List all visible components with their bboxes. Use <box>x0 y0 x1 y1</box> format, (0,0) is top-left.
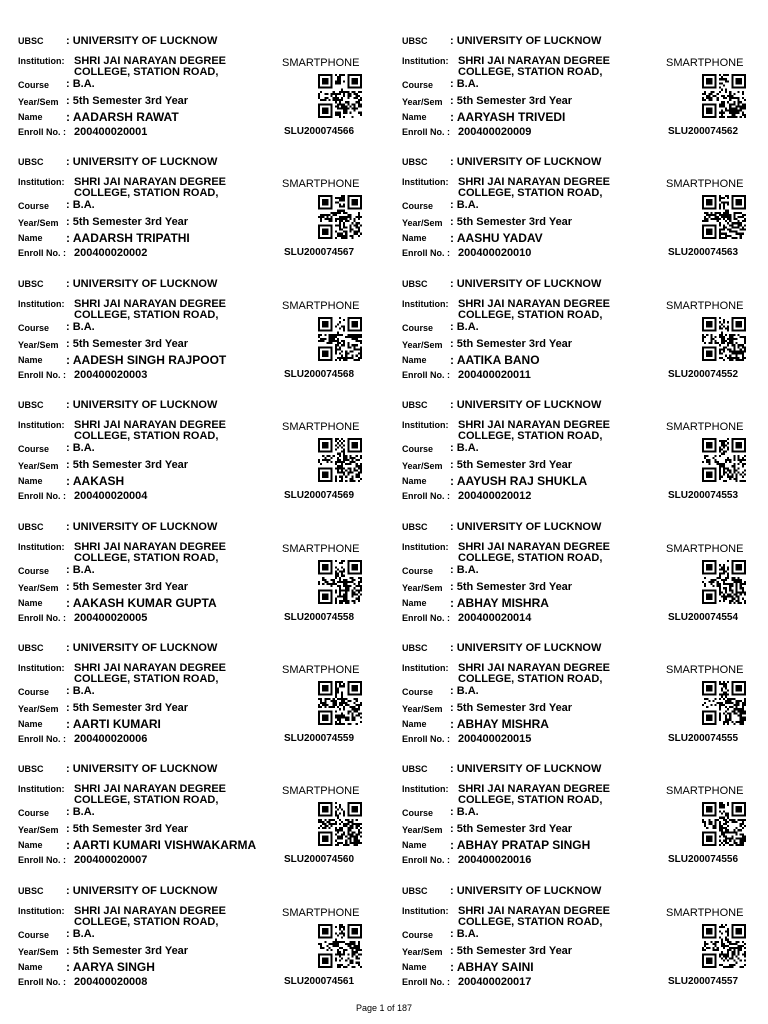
qr-code-icon <box>702 195 746 239</box>
year-sem-value: : 5th Semester 3rd Year <box>450 216 573 228</box>
ubsc-label: UBSC <box>18 522 44 532</box>
institution-label: Institution: <box>402 906 449 916</box>
enroll-label: Enroll No. : <box>18 613 66 623</box>
enroll-number: 200400020011 <box>458 369 531 381</box>
year-sem-value: : 5th Semester 3rd Year <box>66 702 189 714</box>
institution-label: Institution: <box>18 542 65 552</box>
student-name: : AARTI KUMARI VISHWAKARMA <box>66 838 257 852</box>
student-name: : AADESH SINGH RAJPOOT <box>66 353 227 367</box>
enroll-label: Enroll No. : <box>402 127 450 137</box>
enroll-number: 200400020010 <box>458 247 532 259</box>
institution-line1: SHRI JAI NARAYAN DEGREE <box>458 176 611 188</box>
student-name: : ABHAY MISHRA <box>450 596 549 610</box>
enroll-number: 200400020014 <box>458 612 532 624</box>
institution-line2: COLLEGE, STATION ROAD, <box>458 673 603 685</box>
institution-line1: SHRI JAI NARAYAN DEGREE <box>458 55 611 67</box>
enroll-number: 200400020016 <box>458 854 532 866</box>
institution-line1: SHRI JAI NARAYAN DEGREE <box>458 783 611 795</box>
device-serial: SLU200074566 <box>284 126 355 137</box>
university-value: : UNIVERSITY OF LUCKNOW <box>66 156 218 168</box>
ubsc-label: UBSC <box>402 36 428 46</box>
enroll-number: 200400020001 <box>74 126 148 138</box>
university-value: : UNIVERSITY OF LUCKNOW <box>66 399 218 411</box>
device-type: SMARTPHONE <box>666 543 744 555</box>
enroll-label: Enroll No. : <box>402 734 450 744</box>
year-sem-label: Year/Sem <box>18 583 59 593</box>
institution-label: Institution: <box>402 56 449 66</box>
enroll-number: 200400020017 <box>458 976 532 988</box>
course-label: Course <box>402 323 434 333</box>
year-sem-label: Year/Sem <box>402 825 443 835</box>
institution-label: Institution: <box>18 299 65 309</box>
year-sem-label: Year/Sem <box>402 583 443 593</box>
device-type: SMARTPHONE <box>282 664 360 676</box>
device-type: SMARTPHONE <box>282 785 360 797</box>
qr-code-icon <box>702 317 746 361</box>
ubsc-label: UBSC <box>18 643 44 653</box>
qr-code-icon <box>702 681 746 725</box>
university-value: : UNIVERSITY OF LUCKNOW <box>450 35 602 47</box>
device-type: SMARTPHONE <box>666 300 744 312</box>
name-label: Name <box>18 476 43 486</box>
enroll-number: 200400020005 <box>74 612 148 624</box>
device-serial: SLU200074554 <box>668 612 739 623</box>
enroll-number: 200400020009 <box>458 126 532 138</box>
course-label: Course <box>18 80 50 90</box>
institution-line1: SHRI JAI NARAYAN DEGREE <box>74 55 227 67</box>
course-value: : B.A. <box>450 806 479 818</box>
name-label: Name <box>402 476 427 486</box>
institution-line1: SHRI JAI NARAYAN DEGREE <box>458 298 611 310</box>
enroll-label: Enroll No. : <box>402 248 450 258</box>
enroll-number: 200400020004 <box>74 490 148 502</box>
year-sem-value: : 5th Semester 3rd Year <box>66 459 189 471</box>
course-value: : B.A. <box>450 928 479 940</box>
course-label: Course <box>402 930 434 940</box>
institution-label: Institution: <box>402 542 449 552</box>
name-label: Name <box>18 962 43 972</box>
year-sem-label: Year/Sem <box>18 97 59 107</box>
course-value: : B.A. <box>450 78 479 90</box>
institution-line1: SHRI JAI NARAYAN DEGREE <box>458 905 611 917</box>
institution-line1: SHRI JAI NARAYAN DEGREE <box>74 662 227 674</box>
student-name: : AAYUSH RAJ SHUKLA <box>450 474 588 488</box>
name-label: Name <box>18 598 43 608</box>
qr-code-icon <box>318 681 362 725</box>
device-serial: SLU200074559 <box>284 733 355 744</box>
institution-line1: SHRI JAI NARAYAN DEGREE <box>74 541 227 553</box>
qr-code-icon <box>318 317 362 361</box>
device-type: SMARTPHONE <box>666 785 744 797</box>
year-sem-value: : 5th Semester 3rd Year <box>450 338 573 350</box>
ubsc-label: UBSC <box>402 522 428 532</box>
year-sem-value: : 5th Semester 3rd Year <box>450 581 573 593</box>
enroll-number: 200400020002 <box>74 247 148 259</box>
institution-line2: COLLEGE, STATION ROAD, <box>458 309 603 321</box>
qr-code-icon <box>318 195 362 239</box>
enroll-label: Enroll No. : <box>18 248 66 258</box>
ubsc-label: UBSC <box>402 400 428 410</box>
institution-line2: COLLEGE, STATION ROAD, <box>74 673 219 685</box>
university-value: : UNIVERSITY OF LUCKNOW <box>66 35 218 47</box>
university-value: : UNIVERSITY OF LUCKNOW <box>450 399 602 411</box>
student-name: : AARTI KUMARI <box>66 717 161 731</box>
enroll-label: Enroll No. : <box>402 370 450 380</box>
university-value: : UNIVERSITY OF LUCKNOW <box>450 521 602 533</box>
year-sem-value: : 5th Semester 3rd Year <box>450 823 573 835</box>
ubsc-label: UBSC <box>18 36 44 46</box>
year-sem-label: Year/Sem <box>18 218 59 228</box>
institution-line1: SHRI JAI NARAYAN DEGREE <box>74 905 227 917</box>
device-serial: SLU200074562 <box>668 126 739 137</box>
ubsc-label: UBSC <box>18 886 44 896</box>
ubsc-label: UBSC <box>18 157 44 167</box>
year-sem-value: : 5th Semester 3rd Year <box>450 702 573 714</box>
institution-line2: COLLEGE, STATION ROAD, <box>458 66 603 78</box>
year-sem-label: Year/Sem <box>18 461 59 471</box>
qr-code-icon <box>702 74 746 118</box>
enroll-number: 200400020012 <box>458 490 532 502</box>
device-type: SMARTPHONE <box>666 421 744 433</box>
institution-line2: COLLEGE, STATION ROAD, <box>74 552 219 564</box>
student-name: : ABHAY PRATAP SINGH <box>450 838 591 852</box>
name-label: Name <box>402 840 427 850</box>
device-type: SMARTPHONE <box>282 57 360 69</box>
university-value: : UNIVERSITY OF LUCKNOW <box>66 278 218 290</box>
course-value: : B.A. <box>450 564 479 576</box>
institution-line2: COLLEGE, STATION ROAD, <box>458 430 603 442</box>
year-sem-value: : 5th Semester 3rd Year <box>66 338 189 350</box>
name-label: Name <box>18 355 43 365</box>
year-sem-label: Year/Sem <box>18 340 59 350</box>
student-name: : AADARSH TRIPATHI <box>66 231 190 245</box>
enroll-label: Enroll No. : <box>18 855 66 865</box>
institution-line2: COLLEGE, STATION ROAD, <box>74 916 219 928</box>
device-serial: SLU200074556 <box>668 854 739 865</box>
device-serial: SLU200074555 <box>668 733 739 744</box>
device-serial: SLU200074567 <box>284 247 355 258</box>
university-value: : UNIVERSITY OF LUCKNOW <box>450 763 602 775</box>
device-type: SMARTPHONE <box>282 421 360 433</box>
year-sem-label: Year/Sem <box>18 825 59 835</box>
institution-line2: COLLEGE, STATION ROAD, <box>74 794 219 806</box>
institution-line1: SHRI JAI NARAYAN DEGREE <box>458 419 611 431</box>
course-value: : B.A. <box>66 442 95 454</box>
device-serial: SLU200074563 <box>668 247 739 258</box>
qr-code-icon <box>318 560 362 604</box>
course-value: : B.A. <box>66 685 95 697</box>
institution-label: Institution: <box>18 906 65 916</box>
university-value: : UNIVERSITY OF LUCKNOW <box>66 763 218 775</box>
student-name: : AAKASH <box>66 474 125 488</box>
enroll-number: 200400020008 <box>74 976 148 988</box>
ubsc-label: UBSC <box>402 643 428 653</box>
qr-code-icon <box>702 560 746 604</box>
enroll-label: Enroll No. : <box>18 491 66 501</box>
course-value: : B.A. <box>66 199 95 211</box>
institution-line2: COLLEGE, STATION ROAD, <box>74 430 219 442</box>
year-sem-value: : 5th Semester 3rd Year <box>450 95 573 107</box>
university-value: : UNIVERSITY OF LUCKNOW <box>450 642 602 654</box>
year-sem-value: : 5th Semester 3rd Year <box>66 823 189 835</box>
ubsc-label: UBSC <box>18 400 44 410</box>
institution-line2: COLLEGE, STATION ROAD, <box>458 552 603 564</box>
year-sem-value: : 5th Semester 3rd Year <box>66 95 189 107</box>
institution-label: Institution: <box>18 177 65 187</box>
institution-line2: COLLEGE, STATION ROAD, <box>458 916 603 928</box>
device-type: SMARTPHONE <box>666 907 744 919</box>
qr-code-icon <box>318 74 362 118</box>
course-label: Course <box>18 201 50 211</box>
enroll-label: Enroll No. : <box>402 613 450 623</box>
device-serial: SLU200074568 <box>284 369 355 380</box>
page-footer: Page 1 of 187 <box>355 1003 413 1013</box>
enroll-label: Enroll No. : <box>18 977 66 987</box>
device-type: SMARTPHONE <box>282 300 360 312</box>
institution-line1: SHRI JAI NARAYAN DEGREE <box>74 298 227 310</box>
device-serial: SLU200074560 <box>284 854 355 865</box>
qr-code-icon <box>702 924 746 968</box>
course-label: Course <box>402 566 434 576</box>
university-value: : UNIVERSITY OF LUCKNOW <box>450 885 602 897</box>
device-type: SMARTPHONE <box>282 907 360 919</box>
device-type: SMARTPHONE <box>666 57 744 69</box>
institution-label: Institution: <box>18 784 65 794</box>
institution-label: Institution: <box>18 663 65 673</box>
qr-code-icon <box>702 438 746 482</box>
device-serial: SLU200074569 <box>284 490 355 501</box>
university-value: : UNIVERSITY OF LUCKNOW <box>66 642 218 654</box>
student-name: : AADARSH RAWAT <box>66 110 179 124</box>
institution-line2: COLLEGE, STATION ROAD, <box>74 187 219 199</box>
institution-line2: COLLEGE, STATION ROAD, <box>458 187 603 199</box>
device-type: SMARTPHONE <box>666 178 744 190</box>
year-sem-label: Year/Sem <box>402 218 443 228</box>
year-sem-label: Year/Sem <box>18 947 59 957</box>
enroll-number: 200400020006 <box>74 733 148 745</box>
institution-label: Institution: <box>18 56 65 66</box>
year-sem-label: Year/Sem <box>402 340 443 350</box>
student-name: : AARYA SINGH <box>66 960 155 974</box>
device-serial: SLU200074553 <box>668 490 739 501</box>
device-type: SMARTPHONE <box>282 543 360 555</box>
course-label: Course <box>18 930 50 940</box>
institution-line2: COLLEGE, STATION ROAD, <box>74 66 219 78</box>
enroll-label: Enroll No. : <box>18 127 66 137</box>
device-type: SMARTPHONE <box>666 664 744 676</box>
institution-label: Institution: <box>18 420 65 430</box>
enroll-number: 200400020015 <box>458 733 532 745</box>
year-sem-value: : 5th Semester 3rd Year <box>66 216 189 228</box>
enroll-number: 200400020003 <box>74 369 148 381</box>
university-value: : UNIVERSITY OF LUCKNOW <box>66 885 218 897</box>
name-label: Name <box>18 233 43 243</box>
institution-label: Institution: <box>402 784 449 794</box>
qr-code-icon <box>318 438 362 482</box>
year-sem-value: : 5th Semester 3rd Year <box>66 945 189 957</box>
course-label: Course <box>18 808 50 818</box>
course-value: : B.A. <box>66 564 95 576</box>
year-sem-label: Year/Sem <box>402 97 443 107</box>
institution-line2: COLLEGE, STATION ROAD, <box>458 794 603 806</box>
device-serial: SLU200074552 <box>668 369 739 380</box>
device-serial: SLU200074561 <box>284 976 355 987</box>
course-value: : B.A. <box>66 928 95 940</box>
enroll-label: Enroll No. : <box>402 977 450 987</box>
year-sem-label: Year/Sem <box>18 704 59 714</box>
name-label: Name <box>402 112 427 122</box>
year-sem-label: Year/Sem <box>402 704 443 714</box>
institution-line2: COLLEGE, STATION ROAD, <box>74 309 219 321</box>
course-label: Course <box>18 687 50 697</box>
course-label: Course <box>402 201 434 211</box>
enroll-label: Enroll No. : <box>402 491 450 501</box>
student-name: : ABHAY MISHRA <box>450 717 549 731</box>
enroll-label: Enroll No. : <box>18 370 66 380</box>
year-sem-label: Year/Sem <box>402 461 443 471</box>
institution-line1: SHRI JAI NARAYAN DEGREE <box>74 176 227 188</box>
course-label: Course <box>402 444 434 454</box>
ubsc-label: UBSC <box>18 279 44 289</box>
year-sem-value: : 5th Semester 3rd Year <box>66 581 189 593</box>
name-label: Name <box>402 233 427 243</box>
institution-line1: SHRI JAI NARAYAN DEGREE <box>458 662 611 674</box>
name-label: Name <box>402 962 427 972</box>
ubsc-label: UBSC <box>402 764 428 774</box>
device-type: SMARTPHONE <box>282 178 360 190</box>
course-label: Course <box>402 80 434 90</box>
name-label: Name <box>402 355 427 365</box>
university-value: : UNIVERSITY OF LUCKNOW <box>66 521 218 533</box>
year-sem-value: : 5th Semester 3rd Year <box>450 945 573 957</box>
name-label: Name <box>18 840 43 850</box>
year-sem-label: Year/Sem <box>402 947 443 957</box>
university-value: : UNIVERSITY OF LUCKNOW <box>450 278 602 290</box>
institution-label: Institution: <box>402 177 449 187</box>
course-label: Course <box>402 808 434 818</box>
institution-line1: SHRI JAI NARAYAN DEGREE <box>74 783 227 795</box>
course-value: : B.A. <box>450 442 479 454</box>
course-value: : B.A. <box>66 321 95 333</box>
device-serial: SLU200074558 <box>284 612 355 623</box>
enroll-label: Enroll No. : <box>402 855 450 865</box>
institution-label: Institution: <box>402 663 449 673</box>
name-label: Name <box>402 719 427 729</box>
ubsc-label: UBSC <box>402 279 428 289</box>
student-name: : ABHAY SAINI <box>450 960 534 974</box>
student-name: : AARYASH TRIVEDI <box>450 110 566 124</box>
device-serial: SLU200074557 <box>668 976 739 987</box>
student-name: : AASHU YADAV <box>450 231 543 245</box>
student-name: : AATIKA BANO <box>450 353 540 367</box>
qr-code-icon <box>318 802 362 846</box>
institution-line1: SHRI JAI NARAYAN DEGREE <box>74 419 227 431</box>
institution-line1: SHRI JAI NARAYAN DEGREE <box>458 541 611 553</box>
name-label: Name <box>18 112 43 122</box>
course-label: Course <box>402 687 434 697</box>
course-value: : B.A. <box>66 806 95 818</box>
course-label: Course <box>18 323 50 333</box>
ubsc-label: UBSC <box>402 157 428 167</box>
qr-code-icon <box>318 924 362 968</box>
ubsc-label: UBSC <box>402 886 428 896</box>
enroll-number: 200400020007 <box>74 854 148 866</box>
university-value: : UNIVERSITY OF LUCKNOW <box>450 156 602 168</box>
institution-label: Institution: <box>402 299 449 309</box>
year-sem-value: : 5th Semester 3rd Year <box>450 459 573 471</box>
course-value: : B.A. <box>450 199 479 211</box>
ubsc-label: UBSC <box>18 764 44 774</box>
course-label: Course <box>18 566 50 576</box>
course-label: Course <box>18 444 50 454</box>
institution-label: Institution: <box>402 420 449 430</box>
course-value: : B.A. <box>66 78 95 90</box>
name-label: Name <box>18 719 43 729</box>
course-value: : B.A. <box>450 321 479 333</box>
student-name: : AAKASH KUMAR GUPTA <box>66 596 217 610</box>
course-value: : B.A. <box>450 685 479 697</box>
qr-code-icon <box>702 802 746 846</box>
name-label: Name <box>402 598 427 608</box>
enroll-label: Enroll No. : <box>18 734 66 744</box>
